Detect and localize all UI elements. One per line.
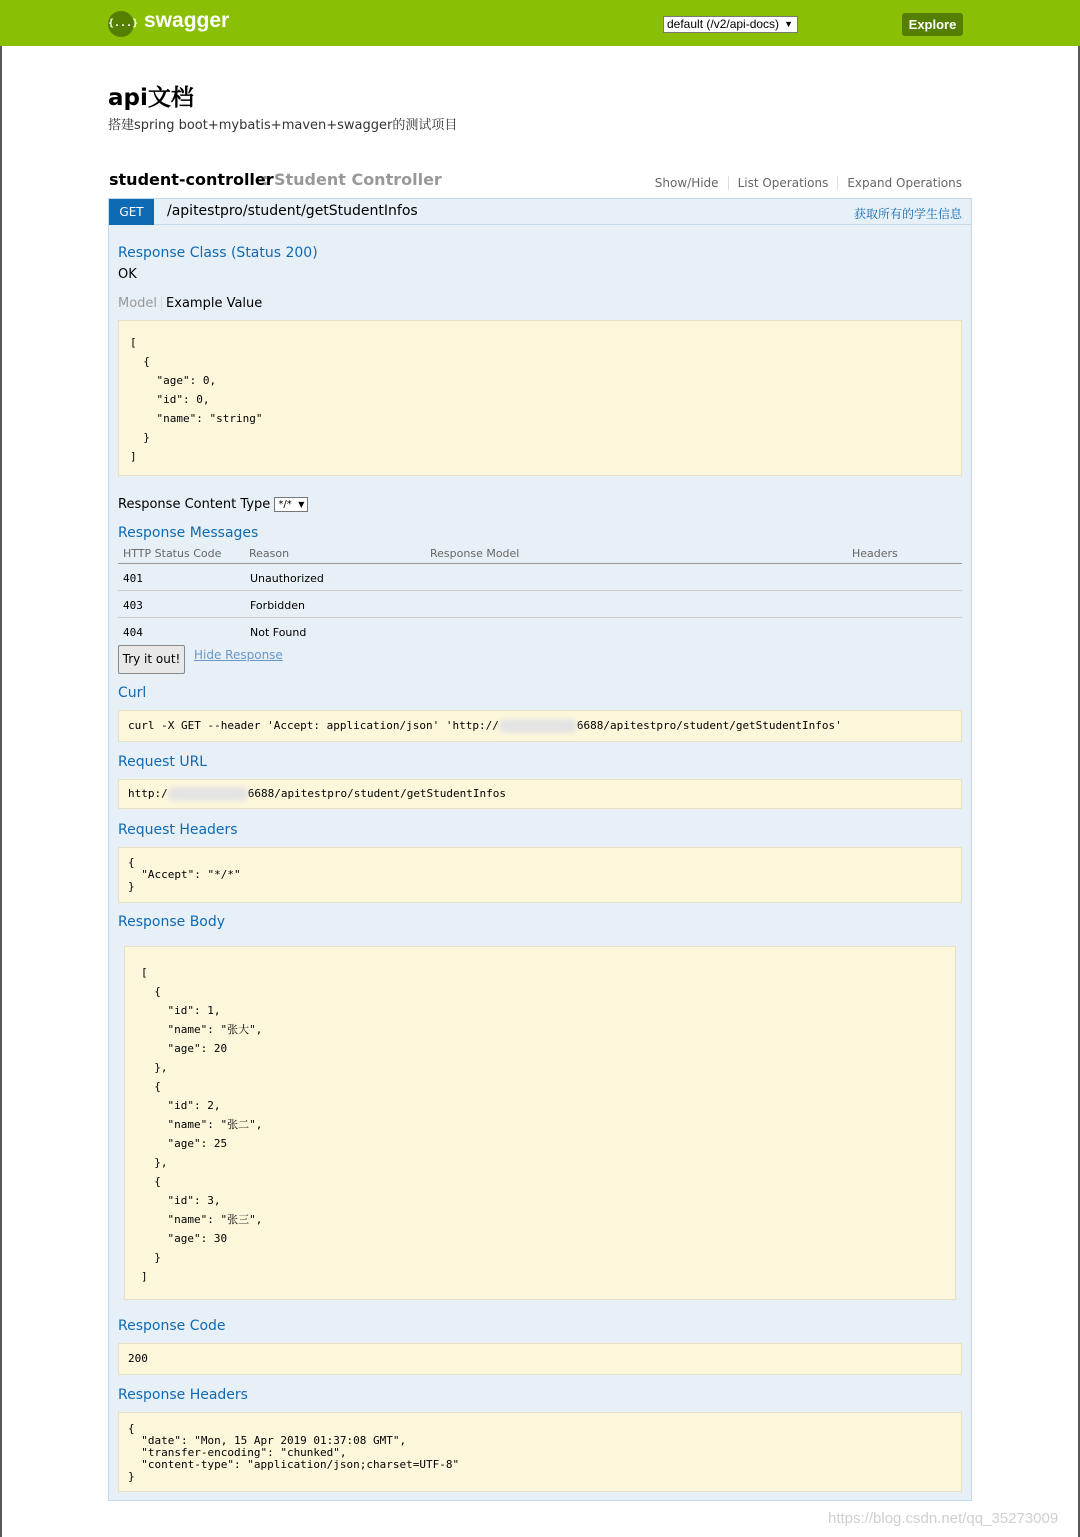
column-header: Reason (249, 547, 290, 560)
status-code: 401 (123, 572, 143, 585)
header-line: "Accept": "*/*" (128, 868, 241, 881)
example-line: { (130, 355, 150, 368)
body-line: "name": "张大", (141, 1023, 263, 1036)
body-line: }, (141, 1156, 168, 1169)
request-url-box[interactable] (118, 779, 962, 809)
body-line: [ (141, 966, 148, 979)
controller-name[interactable]: student-controller (109, 170, 274, 189)
example-line: "id": 0, (130, 393, 210, 406)
curl-title: Curl (118, 685, 147, 701)
response-code-title: Response Code (118, 1318, 226, 1334)
status-code: 404 (123, 626, 143, 639)
redacted-host (168, 787, 248, 801)
redacted-host (499, 719, 577, 733)
header-line: "transfer-encoding": "chunked", (128, 1446, 347, 1459)
header-line: "content-type": "application/json;charset=UTF-8" (128, 1458, 460, 1471)
body-line: "name": "张二", (141, 1118, 263, 1131)
request-headers-box[interactable] (118, 847, 962, 903)
dropdown-arrow-icon: ▼ (784, 19, 793, 29)
swagger-logo-icon: {...} (108, 11, 134, 37)
show-hide-link[interactable]: Show/Hide (646, 176, 729, 190)
body-line: ] (141, 1270, 148, 1283)
operation-panel (108, 198, 972, 1501)
example-line: "age": 0, (130, 374, 217, 387)
response-body-title: Response Body (118, 914, 226, 930)
content-type-select[interactable] (274, 497, 308, 512)
response-code-value: 200 (128, 1352, 148, 1365)
dropdown-arrow-icon: ▼ (298, 500, 305, 509)
expand-operations-link[interactable]: Expand Operations (847, 176, 962, 190)
example-value-box[interactable] (118, 320, 962, 476)
http-method-badge[interactable]: GET (109, 199, 154, 225)
operation-summary[interactable]: 获取所有的学生信息 (853, 207, 962, 221)
operation-heading[interactable] (109, 199, 971, 225)
body-line: "id": 1, (141, 1004, 221, 1017)
curl-suffix: 6688/apitestpro/student/getStudentInfos' (576, 719, 842, 732)
column-header: HTTP Status Code (123, 547, 222, 560)
table-row (118, 618, 962, 645)
example-line: } (130, 431, 150, 444)
response-headers-title: Response Headers (118, 1387, 248, 1403)
body-line: "name": "张三", (141, 1213, 263, 1226)
content-type-row (118, 497, 308, 512)
list-operations-link[interactable]: List Operations (729, 176, 839, 190)
content-type-label: Response Content Type (118, 497, 271, 512)
spec-select-value: default (/v2/api-docs) (667, 17, 780, 31)
explore-button[interactable]: Explore (902, 13, 963, 36)
request-headers-title: Request Headers (118, 822, 238, 838)
body-line: "age": 20 (141, 1042, 228, 1055)
body-line: "age": 30 (141, 1232, 228, 1245)
body-line: "id": 3, (141, 1194, 221, 1207)
curl-box[interactable] (118, 710, 962, 742)
response-body-box[interactable] (124, 946, 956, 1300)
curl-prefix: curl -X GET --header 'Accept: application/json' 'http:// (128, 719, 499, 732)
body-line: "id": 2, (141, 1099, 221, 1112)
column-header: Response Model (430, 547, 520, 560)
reason: Unauthorized (250, 572, 324, 585)
response-code-box[interactable] (118, 1343, 962, 1375)
controller-links (646, 176, 962, 190)
example-line: [ (130, 336, 137, 349)
body-line: { (141, 1175, 161, 1188)
body-line: } (141, 1251, 161, 1264)
table-row (118, 591, 962, 618)
reason: Not Found (250, 626, 307, 639)
reason: Forbidden (250, 599, 305, 612)
column-header: Headers (852, 547, 898, 560)
response-headers-box[interactable] (118, 1412, 962, 1492)
table-row (118, 564, 962, 591)
response-messages-title: Response Messages (118, 525, 259, 541)
tab-model[interactable]: Model (118, 296, 162, 311)
header-line: } (128, 880, 135, 893)
example-line: ] (130, 450, 137, 463)
logo-text[interactable]: swagger (144, 9, 230, 32)
watermark: https://blog.csdn.net/qq_35273009 (828, 1510, 1059, 1527)
api-title: api文档 (108, 85, 194, 111)
table-header (118, 544, 962, 564)
operation-path[interactable]: /apitestpro/student/getStudentInfos (167, 203, 418, 219)
url-suffix: 6688/apitestpro/student/getStudentInfos (247, 787, 507, 800)
body-line: { (141, 985, 161, 998)
content-type-value: */* (278, 499, 292, 510)
header-line: } (128, 1470, 135, 1483)
body-line: "age": 25 (141, 1137, 228, 1150)
header-line: { (128, 856, 135, 869)
header-line: { (128, 1422, 135, 1435)
spec-select[interactable] (663, 16, 798, 33)
response-class-title: Response Class (Status 200) (118, 245, 318, 261)
url-prefix: http:/ (128, 787, 168, 800)
response-class-value: OK (118, 267, 137, 282)
example-line: "name": "string" (130, 412, 263, 425)
model-tabs (118, 296, 262, 311)
tab-example-value[interactable]: Example Value (166, 296, 263, 311)
top-bar (0, 0, 1080, 46)
controller-description: : Student Controller (262, 170, 442, 189)
try-it-out-button[interactable]: Try it out! (118, 645, 185, 674)
api-description: 搭建spring boot+mybatis+maven+swagger的测试项目 (108, 118, 458, 133)
body-line: { (141, 1080, 161, 1093)
request-url-title: Request URL (118, 754, 208, 770)
header-line: "date": "Mon, 15 Apr 2019 01:37:08 GMT", (128, 1434, 407, 1447)
response-messages-table (118, 544, 962, 645)
hide-response-link[interactable]: Hide Response (194, 648, 283, 662)
body-line: }, (141, 1061, 168, 1074)
status-code: 403 (123, 599, 143, 612)
